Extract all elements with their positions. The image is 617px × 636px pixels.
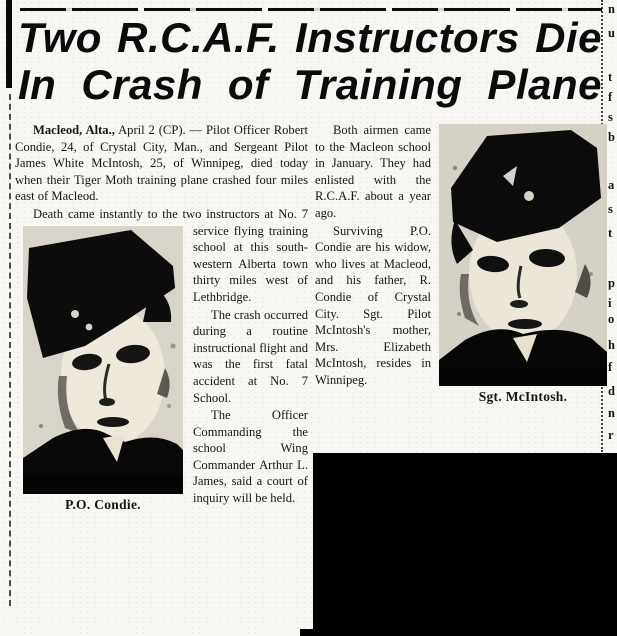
left-dashed-rule <box>9 94 11 606</box>
edge-letter: f <box>608 90 613 104</box>
edge-letter: b <box>608 130 615 144</box>
edge-letter: s <box>608 110 613 124</box>
dateline-lead: Macleod, Alta., <box>33 123 115 137</box>
paragraph-dateline <box>15 122 308 205</box>
edge-letter: i <box>608 296 612 310</box>
edge-letter: t <box>608 226 613 240</box>
left-column <box>15 122 308 515</box>
edge-letter: r <box>608 428 614 442</box>
mcintosh-photo-figure <box>439 124 607 406</box>
edge-letter: a <box>608 178 615 192</box>
edge-letter: s <box>608 202 613 216</box>
edge-letter: h <box>608 338 615 352</box>
edge-letter: d <box>608 384 615 398</box>
mcintosh-caption: Sgt. McIntosh. <box>478 389 568 404</box>
redaction-block <box>313 453 617 636</box>
headline-line-1: Two R.C.A.F. Instructors Die <box>18 14 602 61</box>
edge-letter: n <box>608 2 615 16</box>
paragraph-text: Death came instantly to the two instructors at No. 7 service flying <box>33 206 308 238</box>
edge-letter: o <box>608 312 615 326</box>
paragraph-text: Surviving P.O. Condie are his widow, who lives at Macleod, and his father, R. Condie of Crystal City. Sgt. Pilot McIntosh's mother, Mrs. Elizabeth McIntosh, resides in Winnipeg. <box>315 223 431 387</box>
right-column <box>315 122 607 412</box>
edge-letter: f <box>608 360 613 374</box>
paragraph-text: April 2 (CP). — Pilot Officer Robert Condie, 24, of Crystal City, Man., and Sergeant Pilot James White McIntosh, 25, of Winnipeg, died today when their Tiger Moth training plane crashed four miles east of Macleod. <box>15 123 308 204</box>
top-dashed-rule <box>20 8 602 11</box>
headline <box>18 14 602 108</box>
edge-letter: t <box>608 70 613 84</box>
adjacent-column-fragments <box>608 0 617 452</box>
left-edge-bar <box>6 0 12 88</box>
redaction-strip <box>300 629 317 636</box>
condie-photo <box>23 226 183 494</box>
paragraph-text: The Officer Commanding the school Wing Commander Arthur L. James, said a court of inquiry will be held. <box>193 408 308 506</box>
edge-letter: n <box>608 406 615 420</box>
paragraph-text: The crash occurred during a routine instructional flight and was the first fatal accident at No. 7 School. <box>193 307 308 405</box>
condie-caption: P.O. Condie. <box>65 496 141 512</box>
mcintosh-photo <box>439 124 607 386</box>
edge-letter: u <box>608 26 615 40</box>
condie-photo-figure <box>23 226 183 514</box>
edge-letter: p <box>608 276 615 290</box>
headline-line-2: In Crash of Training Plane <box>18 61 602 108</box>
paragraph-text: training school at this south-western Alberta town thirty miles west of Lethbridge. <box>193 223 308 304</box>
paragraph-text: Both airmen came to the Macleon school in January. They had enlisted with the R.C.A.F. about a year ago. <box>315 123 431 220</box>
